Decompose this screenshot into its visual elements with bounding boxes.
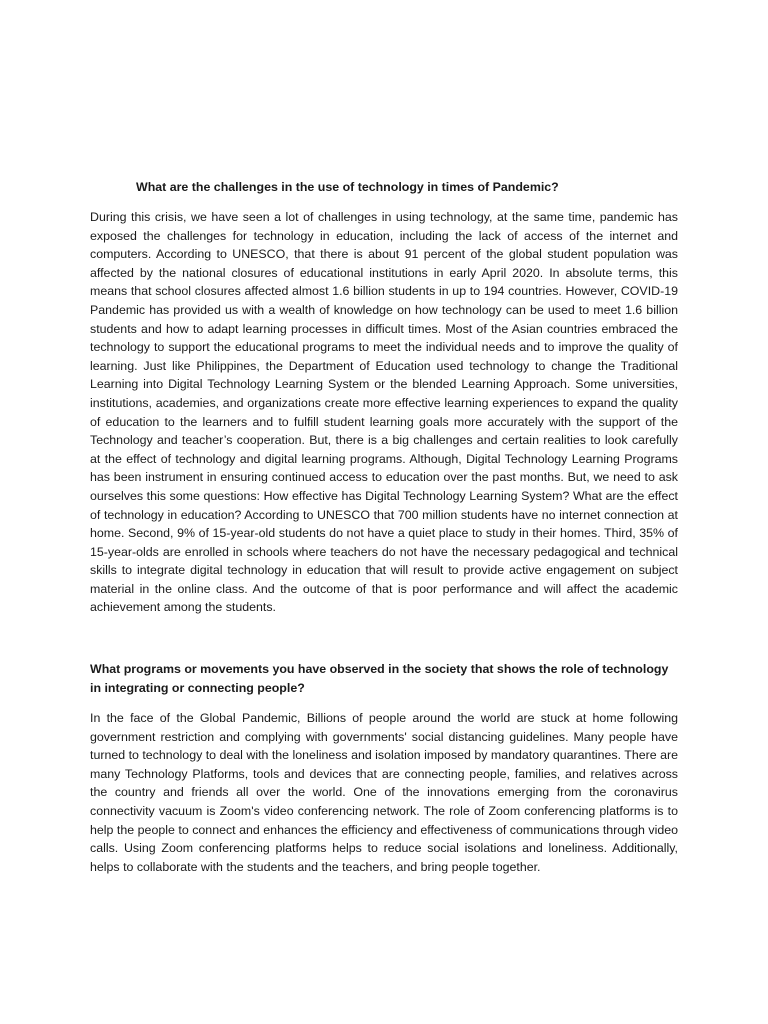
answer-2-paragraph: In the face of the Global Pandemic, Billions of people around the world are stuck at home following government restriction and complying with governments' social distancing guidelines. Many people have turned to technology to deal with the loneliness and isolation imposed by mandatory quarantines. There are many Technology Platforms, tools and devices that are connecting people, families, and relatives across the country and friends all over the world. One of the innovations emerging from the coronavirus connectivity vacuum is Zoom's video conferencing network. The role of Zoom conferencing platforms is to help the people to connect and enhances the efficiency and effectiveness of communications through video calls. Using Zoom conferencing platforms helps to reduce social isolations and loneliness. Additionally, helps to collaborate with the students and the teachers, and bring people together. xyxy=(90,711,679,874)
answer-1-paragraph: During this crisis, we have seen a lot of challenges in using technology, at the same time, pandemic has exposed the challenges for technology in education, including the lack of access of the internet and computers. According to UNESCO, that there is about 91 percent of the global student population was affected by the national closures of educational institutions in early April 2020. In absolute terms, this means that school closures affected almost 1.6 billion students in up to 194 countries. However, COVID-19 Pandemic has provided us with a wealth of knowledge on how technology can be used to meet 1.6 billion students and how to adapt learning processes in difficult times. Most of the Asian countries embraced the technology to support the educational programs to meet the individual needs and to improve the quality of learning. Just like Philippines, the Department of Education used technology to change the Traditional Learning into Digital Technology Learning System or the blended Learning Approach. Some universities, institutions, academies, and organizations create more effective learning experiences to expand the quality of education to the learners and to fulfill student learning goals more accurately with the support of the Technology and teacher’s cooperation. But, there is a big challenges and certain realities to look carefully at the effect of technology and digital learning programs. Although, Digital Technology Learning Programs has been instrument in ensuring continued access to education over the past months. But, we need to ask ourselves this some questions: How effective has Digital Technology Learning System? What are the effect of technology in education? According to UNESCO that 700 million students have no internet connection at home. Second, 9% of 15-year-old students do not have a quiet place to study in their homes. Third, 35% of 15-year-olds are enrolled in schools where teachers do not have the necessary pedagogical and technical skills to integrate digital technology in education that will result to provide active engagement on subject material in the online class. And the outcome of that is poor performance and will affect the academic achievement among the students. xyxy=(90,210,678,615)
question-2-heading: What programs or movements you have observed in the society that shows the role of technology in integrating or connecting people? xyxy=(90,662,669,695)
question-1-heading: What are the challenges in the use of technology in times of Pandemic? xyxy=(136,180,559,194)
